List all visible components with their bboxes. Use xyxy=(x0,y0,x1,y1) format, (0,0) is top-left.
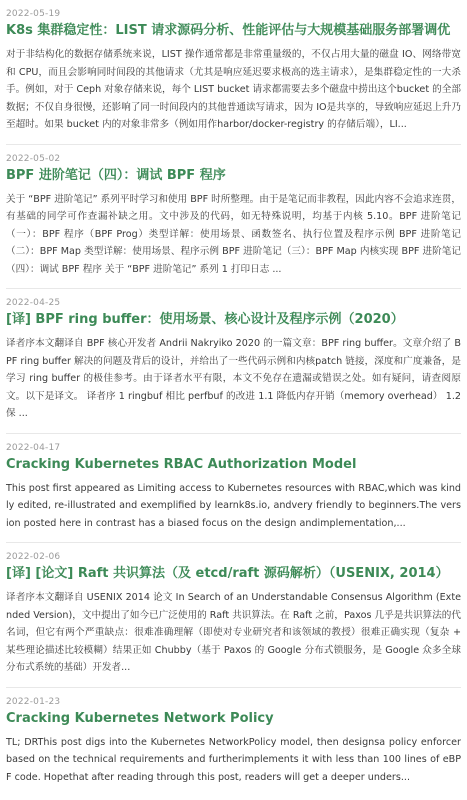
post-item xyxy=(6,434,461,544)
post-item xyxy=(6,289,461,434)
post-date: 2022-04-25 xyxy=(6,298,61,308)
post-item xyxy=(6,543,461,688)
post-title-link[interactable]: Cracking Kubernetes Network Policy xyxy=(6,710,274,726)
post-title-link[interactable]: K8s 集群稳定性：LIST 请求源码分析、性能评估与大规模基础服务部署调优 xyxy=(6,23,451,38)
post-item xyxy=(6,688,461,787)
post-date: 2022-01-23 xyxy=(6,696,61,707)
post-item xyxy=(6,145,461,290)
post-title-link[interactable]: BPF 进阶笔记（四）：调试 BPF 程序 xyxy=(6,167,226,183)
post-title-link[interactable]: [译] [论文] Raft 共识算法（及 etcd/raft 源码解析）（USENIX, 2014） xyxy=(6,566,449,581)
post-date: 2022-02-06 xyxy=(6,552,61,562)
post-excerpt: 译者序本文翻译自 BPF 核心开发者 Andrii Nakryiko 2020 的一篇文章：BPF ring buffer。文章介绍了 BPF ring buffer 解决的问题及背后的设计，并给出了一些代码示例和内核patch 链接，深度和广度兼备，是学习 ring buffer 的极佳参考。由于译者水平有限，本文不免存在遗漏或错误之处。如有疑问，请查阅原文。以下是译文。 译者序 1 ringbuf 相比 perfbuf 的改进 1.1 降低内存开销（memory overhead） 1.2 保 ... xyxy=(6,338,461,419)
post-excerpt: 对于非结构化的数据存储系统来说，LIST 操作通常都是非常重量级的，不仅占用大量的磁盘 IO、网络带宽和 CPU，而且会影响同时间段的其他请求（尤其是响应延迟要求极高的选主请求），是集群稳定性的一大杀手。例如，对于 Ceph 对象存储来说，每个 LIST bucket 请求都需要去多个磁盘中捞出这个bucket 的全部数据；不仅自身很慢，还影响了同一时间段内的其他普通读写请求，因为 IO是共享的，导致响应延迟上升乃至超时。如果 bucket 内的对象非常多（例如用作harbor/docker-registry 的存储后端），LI... xyxy=(6,49,461,130)
post-date: 2022-05-19 xyxy=(6,9,61,19)
post-excerpt: TL; DRThis post digs into the Kubernetes NetworkPolicy model, then designsa policy enforcer based on the technical requirements and furtherimplements it with less than 100 lines of eBPF code. Hopethat after reading through this post, readers will get a deeper unders... xyxy=(6,736,461,783)
post-title-link[interactable]: Cracking Kubernetes RBAC Authorization Model xyxy=(6,456,357,472)
post-item xyxy=(6,0,461,145)
post-title-link[interactable]: [译] BPF ring buffer：使用场景、核心设计及程序示例（2020） xyxy=(6,312,404,327)
post-date: 2022-04-17 xyxy=(6,442,61,453)
post-excerpt: 译者序本文翻译自 USENIX 2014 论文 In Search of an Understandable Consensus Algorithm (Extended Version)，文中提出了如今已广泛使用的 Raft 共识算法。在 Raft 之前，Paxos 几乎是共识算法的代名词，但它有两个严重缺点：很难准确理解（即使对专业研究者和该领域的教授）很难正确实现（复杂 + 某些理论描述比较模糊）结果正如 Chubby（基于 Paxos 的 Google 分布式锁服务，是 Google 众多全球分布式系统的基础）开发者... xyxy=(6,592,461,673)
post-excerpt: 关于 “BPF 进阶笔记” 系列平时学习和使用 BPF 时所整理。由于是笔记而非教程，因此内容不会追求连贯，有基础的同学可作查漏补缺之用。文中涉及的代码，如无特殊说明，均基于内核 5.10。BPF 进阶笔记（一）：BPF 程序（BPF Prog）类型详解：使用场景、函数签名、执行位置及程序示例 BPF 进阶笔记（二）：BPF Map 类型详解：使用场景、程序示例 BPF 进阶笔记（三）：BPF Map 内核实现 BPF 进阶笔记（四）：调试 BPF 程序 关于 “BPF 进阶笔记” 系列 1 打印日志 ... xyxy=(6,193,461,275)
post-excerpt: This post first appeared as Limiting access to Kubernetes resources with RBAC,which was kindly edited, re-illustrated and exemplified by learnk8s.io, andvery friendly to beginners.The version posted here in contrast has a biased focus on the design andimplementation,... xyxy=(6,482,461,529)
post-date: 2022-05-02 xyxy=(6,153,61,164)
